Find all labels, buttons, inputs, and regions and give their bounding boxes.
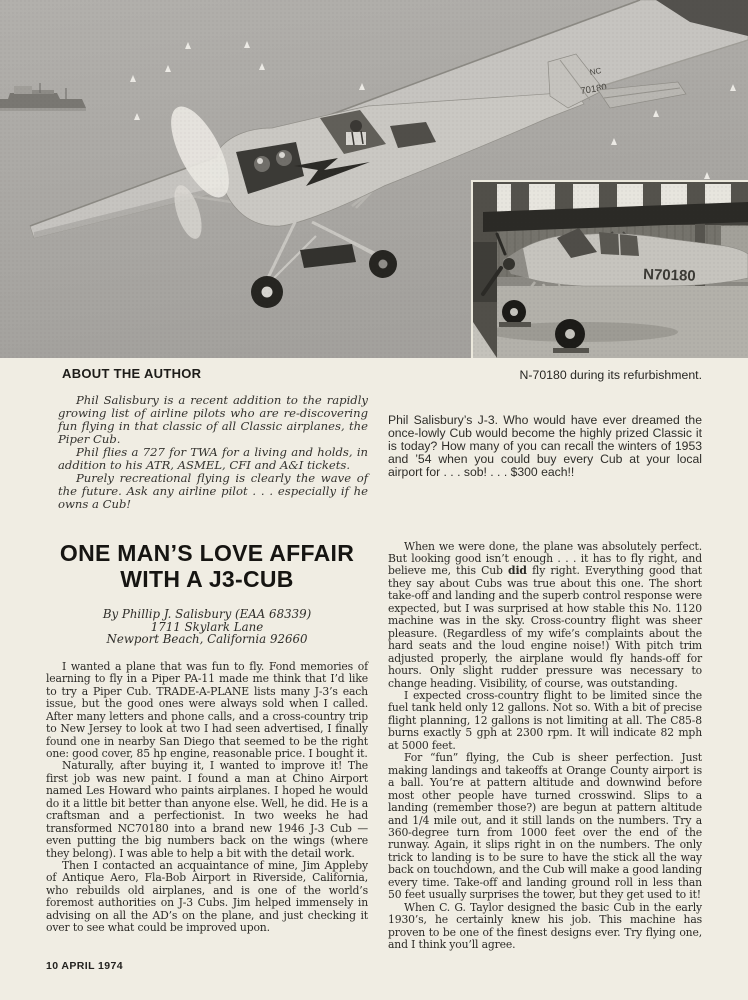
paragraph: Phil flies a 727 for TWA for a living and holds, in addition to his ATR, ASMEL, CFI and A&I tickets. (58, 445, 368, 472)
article-title (46, 541, 368, 592)
paragraph: Then I contacted an acquaintance of mine, Jim Appleby of Antique Aero, Fla-Bob Airport in Riverside, California, who rebuilds old airplanes, and is one of the world’s foremost authorities on J-3 Cubs. Jim helped immensely in advising on all the AD’s on the plane, and just checking it over to see what could be improved upon. (46, 859, 368, 935)
article-body-left (46, 661, 368, 935)
page-footer: 10 APRIL 1974 (46, 960, 123, 972)
paragraph: I expected cross-country flight to be limited since the fuel tank held only 12 gallons. Not so. With a bit of precise flight planning, 12 gallons is not limiting at all. The C85-8 burns exactly 5 gph at 2300 rpm. It will indicate 82 mph at 5000 feet. (388, 688, 702, 752)
paragraph: For “fun” flying, the Cub is sheer perfection. Just making landings and takeoffs at Orange County airport is a ball. You’re at pattern altitude and downwind before most other people have turned crosswind. Slips to a landing (remember those?) are begun at pattern altitude and 1/4 mile out, and it still lands on the numbers. Try a 360-degree turn from 1000 feet over the end of the runway. Again, it slips right in on the numbers. The only trick to landing is to be sure to have the stick all the way back on touchdown, and the Cub will make a good landing every time. Take-off and landing ground roll in less than 50 feet usually surprises the tower, but they get used to it! (388, 751, 702, 902)
byline-block (46, 608, 368, 646)
paragraph: Purely recreational flying is clearly the wave of the future. Ask any airline pilot . . . especially if he owns a Cub! (58, 471, 368, 511)
article-body-right (388, 541, 702, 952)
photo-note: Phil Salisbury’s J-3. Who would have ever dreamed the once-lowly Cub would become the highly prized Classic it is today? How many of you can recall the winters of 1953 and ’54 when you could buy every Cub at your local airport for . . . sob! . . . $300 each!! (388, 413, 702, 479)
author-address-line1: 1711 Skylark Lane (150, 619, 264, 634)
author-address-line2: Newport Beach, California 92660 (106, 632, 308, 647)
paragraph: Phil Salisbury is a recent addition to the rapidly growing list of airline pilots who are re-discovering fun flying in that classic of all Classic airplanes, the Piper Cub. (58, 393, 368, 446)
left-column (46, 366, 368, 935)
paragraph: When we were done, the plane was absolutely perfect. But looking good isn’t enough . . . it has to fly right, and believe me, this Cub did fly right. Everything good that they say about Cubs was true about this one. The short take-off and landing and the superb control response were expected, but I was surprised at how stable this No. 1120 machine was in the sky. Cross-country flight was sheer pleasure. (Regardless of my wife’s complaints about the hard seats and the loud engine noise!) With pitch trim adjusted properly, the airplane would fly hands-off for hours. Only slight rudder pressure was necessary to change heading. Visibility, of course, was outstanding. (388, 539, 702, 690)
article-title-line2: WITH A J3-CUB (120, 565, 294, 592)
inset-photo (471, 180, 748, 358)
paragraph: I wanted a plane that was fun to fly. Fond memories of learning to fly in a Piper PA-11 made me think that I’d like to try a Piper Cub. TRADE-A-PLANE lists many J-3’s each issue, but the good ones were always sold when I called. After many letters and phone calls, and a cross-country trip to New Jersey to look at two I had seen advertised, I finally found one in nearby San Diego that seemed to be the right one: good cover, 85 hp engine, reasonable price. I bought it. (46, 659, 368, 760)
about-author-text (46, 394, 368, 511)
inset-photo-illustration (473, 182, 748, 358)
about-author-heading: ABOUT THE AUTHOR (62, 366, 202, 381)
inset-photo-caption: N-70180 during its refurbishment. (519, 368, 702, 382)
paragraph: Naturally, after buying it, I wanted to improve it! The first job was new paint. I found a man at Chino Airport named Les Howard who paints airplanes. I hoped he would do it a little bit better than anyone else. Well, he did. He is a craftsman and a perfectionist. In two weeks he had transformed NC70180 into a brand new 1946 J-3 Cub — even putting the big numbers back on the wings (where they belong). I was able to help a bit with the detail work. (46, 759, 368, 860)
right-column (388, 414, 702, 951)
article-title-line1: ONE MAN’S LOVE AFFAIR (59, 540, 355, 566)
byline: By Phillip J. Salisbury (EAA 68339) (102, 607, 312, 621)
paragraph: When C. G. Taylor designed the basic Cub in the early 1930’s, he certainly knew his job. This machine has proven to be one of the finest designs ever. Try flying one, and I think you’ll agree. (388, 900, 702, 952)
